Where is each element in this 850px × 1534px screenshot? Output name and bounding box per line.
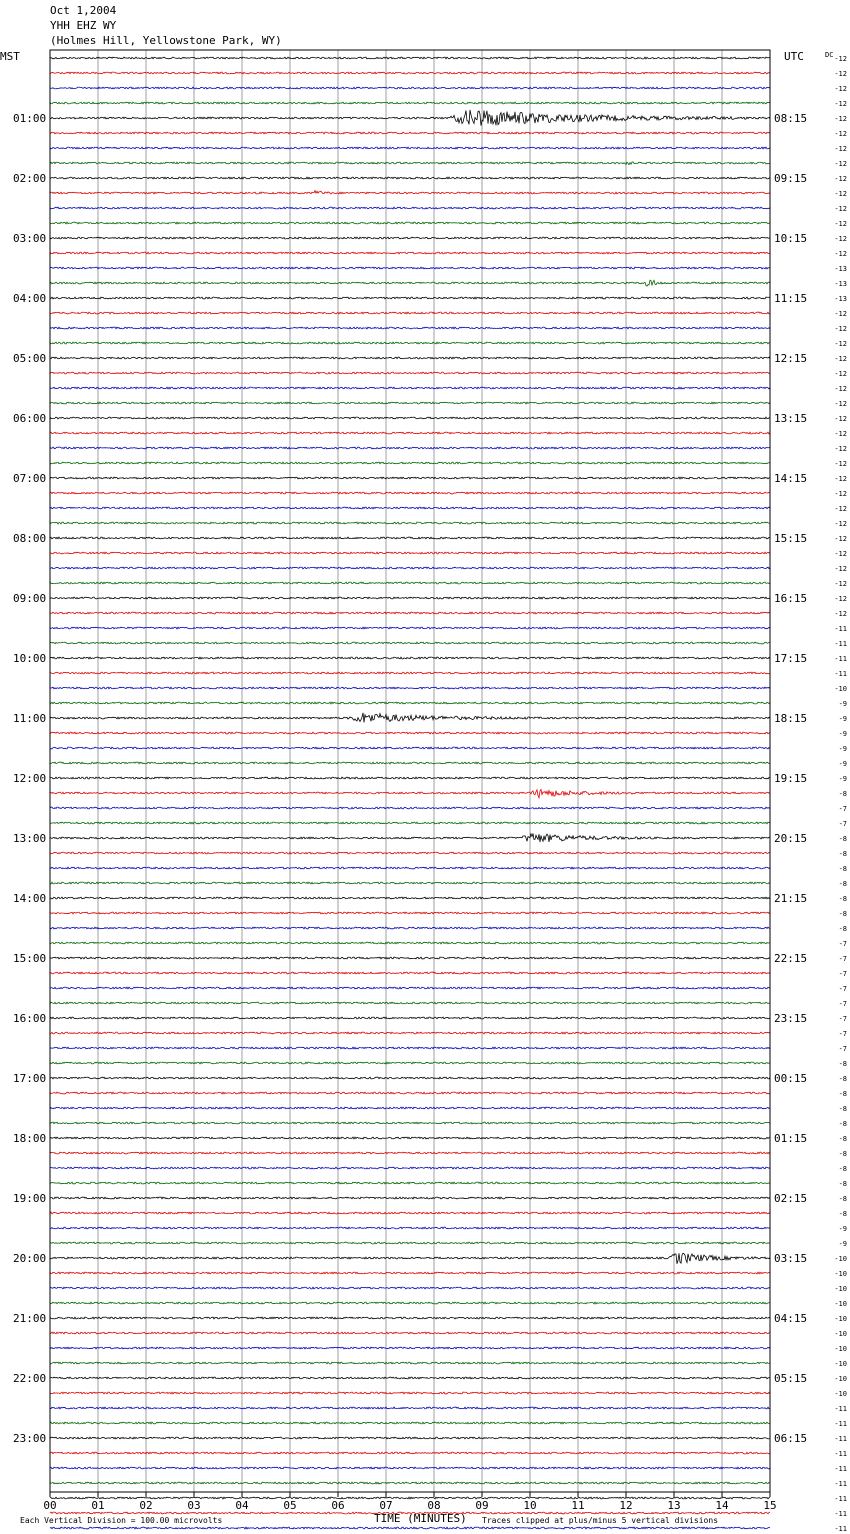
x-tick-label: 14 (715, 1499, 729, 1512)
dc-offset-label: -8 (838, 1210, 847, 1218)
dc-offset-label: -8 (838, 835, 847, 843)
dc-offset-label: -11 (834, 1480, 847, 1488)
seismic-trace (50, 297, 770, 299)
dc-offset-label: -12 (834, 85, 847, 93)
seismic-trace (50, 972, 770, 974)
dc-offset-label: -10 (834, 1270, 847, 1278)
mst-label: MST (0, 50, 20, 63)
dc-offset-label: -12 (834, 445, 847, 453)
dc-offset-label: -12 (834, 460, 847, 468)
dc-offset-label: -8 (838, 850, 847, 858)
clip-note: Traces clipped at plus/minus 5 vertical divisions (482, 1516, 719, 1525)
dc-offset-label: -8 (838, 1075, 847, 1083)
x-tick-label: 03 (187, 1499, 201, 1512)
utc-hour-label: 22:15 (774, 952, 808, 965)
seismic-trace (50, 537, 770, 539)
utc-hour-label: 15:15 (774, 532, 808, 545)
dc-offset-label: -11 (834, 1465, 847, 1473)
utc-hour-label: 13:15 (774, 412, 808, 425)
dc-offset-label: -8 (838, 1105, 847, 1113)
seismic-trace (50, 702, 770, 704)
seismic-trace (50, 1287, 770, 1289)
seismic-trace (50, 1092, 770, 1094)
utc-hour-label: 20:15 (774, 832, 808, 845)
dc-offset-label: -12 (834, 415, 847, 423)
seismic-trace (50, 627, 770, 629)
seismic-trace (50, 312, 770, 314)
seismic-trace (50, 762, 770, 764)
seismic-trace (50, 957, 770, 959)
dc-offset-label: -11 (834, 1525, 847, 1533)
mst-hour-label: 01:00 (13, 112, 47, 125)
seismic-trace (50, 747, 770, 749)
utc-hour-label: 02:15 (774, 1192, 808, 1205)
dc-offset-label: -11 (834, 625, 847, 633)
dc-offset-label: -11 (834, 640, 847, 648)
seismic-trace (50, 72, 770, 74)
mst-hour-label: 20:00 (13, 1252, 47, 1265)
seismic-trace (50, 402, 770, 404)
dc-offset-label: -7 (838, 820, 847, 828)
utc-hour-label: 03:15 (774, 1252, 808, 1265)
seismic-trace (50, 147, 770, 149)
utc-hour-label: 00:15 (774, 1072, 808, 1085)
seismic-trace (50, 1107, 770, 1109)
mst-hour-label: 06:00 (13, 412, 47, 425)
utc-label: UTC (784, 50, 804, 63)
x-tick-label: 09 (475, 1499, 489, 1512)
dc-offset-label: -12 (834, 400, 847, 408)
seismic-trace (50, 582, 770, 584)
dc-offset-label: -8 (838, 1165, 847, 1173)
seismic-trace (50, 1197, 770, 1199)
dc-offset-label: -8 (838, 1150, 847, 1158)
dc-offset-label: -9 (838, 715, 847, 723)
seismic-trace (50, 912, 770, 914)
dc-offset-label: -11 (834, 1405, 847, 1413)
seismic-trace (50, 882, 770, 884)
utc-hour-label: 23:15 (774, 1012, 808, 1025)
dc-offset-label: -12 (834, 340, 847, 348)
header-location: (Holmes Hill, Yellowstone Park, WY) (50, 34, 282, 47)
seismic-trace (50, 507, 770, 509)
seismic-trace (50, 57, 770, 59)
seismic-trace (50, 207, 770, 209)
mst-hour-label: 02:00 (13, 172, 47, 185)
seismic-trace (50, 387, 770, 389)
dc-offset-label: -12 (834, 505, 847, 513)
dc-offset-label: -11 (834, 670, 847, 678)
seismic-trace (50, 267, 770, 269)
dc-offset-label: -7 (838, 1030, 847, 1038)
x-tick-label: 08 (427, 1499, 441, 1512)
seismic-trace (50, 732, 770, 734)
seismic-trace (50, 252, 770, 254)
dc-offset-label: -12 (834, 550, 847, 558)
seismic-trace (50, 1122, 770, 1124)
seismic-trace (50, 342, 770, 344)
seismic-trace (50, 447, 770, 449)
seismic-trace (50, 552, 770, 554)
seismic-trace (50, 822, 770, 824)
x-tick-label: 15 (763, 1499, 777, 1512)
minute-grid (50, 50, 770, 1497)
dc-offset-label: -9 (838, 775, 847, 783)
dc-offset-label: -11 (834, 1495, 847, 1503)
mst-hour-label: 14:00 (13, 892, 47, 905)
seismic-trace (50, 1302, 770, 1304)
x-tick-label: 12 (619, 1499, 633, 1512)
seismic-trace (50, 777, 770, 779)
dc-offset-label: -11 (834, 1435, 847, 1443)
x-tick-label: 07 (379, 1499, 393, 1512)
scale-note: Each Vertical Division = 100.00 microvolts (20, 1516, 223, 1525)
dc-offset-label: -13 (834, 265, 847, 273)
dc-offset-label: -11 (834, 1420, 847, 1428)
dc-offset-label: -9 (838, 730, 847, 738)
seismic-trace (50, 1253, 770, 1264)
mst-hour-label: 10:00 (13, 652, 47, 665)
seismic-trace (50, 790, 770, 798)
mst-hour-label: 11:00 (13, 712, 47, 725)
mst-hour-label: 19:00 (13, 1192, 47, 1205)
x-tick-label: 00 (43, 1499, 57, 1512)
mst-hour-label: 09:00 (13, 592, 47, 605)
seismic-trace (50, 1452, 770, 1454)
utc-hour-label: 10:15 (774, 232, 808, 245)
utc-hour-label: 06:15 (774, 1432, 808, 1445)
seismic-trace (50, 642, 770, 644)
dc-offset-label: -12 (834, 595, 847, 603)
seismic-trace (50, 1482, 770, 1484)
seismic-trace (50, 713, 770, 723)
utc-hour-label: 04:15 (774, 1312, 808, 1325)
seismic-trace (50, 567, 770, 569)
utc-hour-label: 18:15 (774, 712, 808, 725)
seismic-trace (50, 280, 770, 286)
seismic-trace (50, 522, 770, 524)
dc-offset-label: -12 (834, 565, 847, 573)
mst-hour-label: 22:00 (13, 1372, 47, 1385)
seismic-trace (50, 477, 770, 479)
dc-offset-label: -8 (838, 1195, 847, 1203)
x-tick-label: 05 (283, 1499, 297, 1512)
mst-hour-label: 07:00 (13, 472, 47, 485)
dc-offset-label: -11 (834, 1450, 847, 1458)
seismic-trace (50, 492, 770, 494)
utc-hour-label: 12:15 (774, 352, 808, 365)
dc-offset-label: -10 (834, 1315, 847, 1323)
seismic-trace (50, 1347, 770, 1349)
dc-offset-label: -10 (834, 1360, 847, 1368)
seismic-trace (50, 162, 770, 165)
dc-offset-label: -8 (838, 1120, 847, 1128)
seismic-trace (50, 687, 770, 689)
dc-offset-label: -12 (834, 130, 847, 138)
seismic-trace (50, 927, 770, 929)
dc-offset-label: -7 (838, 1045, 847, 1053)
seismic-trace (50, 372, 770, 374)
seismic-trace (50, 1242, 770, 1244)
dc-offset-label: -9 (838, 760, 847, 768)
mst-hour-label: 05:00 (13, 352, 47, 365)
header-station: YHH EHZ WY (50, 19, 117, 32)
dc-offset-label: -12 (834, 430, 847, 438)
seismic-trace (50, 867, 770, 869)
dc-offset-label: -7 (838, 1015, 847, 1023)
utc-hour-label: 21:15 (774, 892, 808, 905)
dc-offset-label: -8 (838, 910, 847, 918)
dc-offset-label: -12 (834, 475, 847, 483)
seismic-trace (50, 1212, 770, 1214)
seismic-trace (50, 1167, 770, 1169)
dc-offset-label: -10 (834, 1375, 847, 1383)
x-tick-label: 04 (235, 1499, 249, 1512)
utc-hour-label: 01:15 (774, 1132, 808, 1145)
seismic-trace (50, 807, 770, 809)
mst-hour-label: 13:00 (13, 832, 47, 845)
dc-offset-label: -12 (834, 580, 847, 588)
dc-offset-label: -12 (834, 115, 847, 123)
dc-offset-label: -7 (838, 1000, 847, 1008)
dc-offset-label: -7 (838, 805, 847, 813)
x-tick-label: 01 (91, 1499, 105, 1512)
header-date: Oct 1,2004 (50, 4, 117, 17)
dc-offset-label: -11 (834, 1510, 847, 1518)
mst-hour-label: 21:00 (13, 1312, 47, 1325)
dc-offset-label: -9 (838, 745, 847, 753)
x-tick-label: 13 (667, 1499, 681, 1512)
seismic-trace (50, 612, 770, 614)
x-tick-label: 10 (523, 1499, 537, 1512)
utc-hour-label: 11:15 (774, 292, 808, 305)
dc-offset-label: -8 (838, 880, 847, 888)
dc-offset-label: -10 (834, 1285, 847, 1293)
dc-offset-label: -12 (834, 70, 847, 78)
dc-offset-label: -12 (834, 220, 847, 228)
dc-offset-label: -10 (834, 1345, 847, 1353)
seismic-trace (50, 1272, 770, 1274)
seismic-trace (50, 462, 770, 464)
trace-rows (50, 57, 770, 1534)
dc-offset-label: -10 (834, 685, 847, 693)
seismic-trace (50, 191, 770, 194)
mst-hour-label: 03:00 (13, 232, 47, 245)
seismic-trace (50, 417, 770, 419)
seismic-trace (50, 852, 770, 854)
dc-offset-label: -10 (834, 1330, 847, 1338)
seismic-trace (50, 597, 770, 599)
dc-offset-label: -12 (834, 235, 847, 243)
dc-offset-label: -12 (834, 610, 847, 618)
mst-hour-label: 04:00 (13, 292, 47, 305)
seismic-trace (50, 1437, 770, 1439)
seismic-trace (50, 327, 770, 329)
dc-offset-label: -8 (838, 865, 847, 873)
mst-hour-label: 16:00 (13, 1012, 47, 1025)
seismic-trace (50, 1317, 770, 1319)
dc-offset-label: -12 (834, 55, 847, 63)
x-tick-label: 06 (331, 1499, 345, 1512)
seismic-trace (50, 357, 770, 359)
seismic-trace (50, 1332, 770, 1334)
seismic-trace (50, 1152, 770, 1154)
utc-hour-label: 16:15 (774, 592, 808, 605)
seismic-trace (50, 237, 770, 239)
seismic-trace (50, 1422, 770, 1424)
seismic-trace (50, 1032, 770, 1034)
dc-offset-label: -9 (838, 700, 847, 708)
seismic-trace (50, 897, 770, 899)
dc-offset-label: -12 (834, 190, 847, 198)
dc-offset-label: -12 (834, 160, 847, 168)
mst-hour-label: 18:00 (13, 1132, 47, 1145)
seismic-trace (50, 1002, 770, 1004)
x-tick-label: 11 (571, 1499, 585, 1512)
dc-offset-label: -7 (838, 955, 847, 963)
dc-offset-label: -8 (838, 1135, 847, 1143)
seismic-trace (50, 1497, 770, 1499)
seismic-trace (50, 177, 770, 179)
dc-label: DC (825, 51, 834, 59)
seismic-trace (50, 1077, 770, 1079)
seismic-trace (50, 222, 770, 224)
mst-hour-label: 12:00 (13, 772, 47, 785)
utc-hour-label: 08:15 (774, 112, 808, 125)
dc-offset-label: -7 (838, 985, 847, 993)
seismic-trace (50, 1047, 770, 1049)
seismic-trace (50, 1377, 770, 1379)
utc-hour-label: 14:15 (774, 472, 808, 485)
seismic-trace (50, 1527, 770, 1529)
mst-hour-label: 17:00 (13, 1072, 47, 1085)
dc-offset-label: -12 (834, 385, 847, 393)
dc-offset-label: -12 (834, 325, 847, 333)
seismic-trace (50, 432, 770, 434)
seismic-trace (50, 102, 770, 104)
dc-offset-label: -9 (838, 1225, 847, 1233)
dc-offset-label: -12 (834, 490, 847, 498)
seismic-trace (50, 1362, 770, 1364)
dc-offset-label: -12 (834, 310, 847, 318)
dc-offset-label: -7 (838, 940, 847, 948)
dc-offset-label: -8 (838, 1060, 847, 1068)
dc-offset-label: -12 (834, 145, 847, 153)
plot-frame (50, 50, 770, 1492)
dc-offset-label: -8 (838, 1090, 847, 1098)
x-tick-label: 02 (139, 1499, 153, 1512)
dc-offset-label: -7 (838, 970, 847, 978)
dc-offset-label: -13 (834, 295, 847, 303)
mst-hour-label: 23:00 (13, 1432, 47, 1445)
seismic-trace (50, 132, 770, 134)
seismic-trace (50, 657, 770, 659)
seismic-trace (50, 1062, 770, 1064)
seismic-trace (50, 110, 770, 126)
utc-hour-label: 19:15 (774, 772, 808, 785)
dc-offset-label: -11 (834, 655, 847, 663)
dc-offset-label: -8 (838, 925, 847, 933)
utc-hour-label: 17:15 (774, 652, 808, 665)
dc-offset-label: -8 (838, 1180, 847, 1188)
dc-offset-label: -12 (834, 100, 847, 108)
dc-offset-label: -9 (838, 1240, 847, 1248)
dc-offset-label: -8 (838, 790, 847, 798)
seismic-trace (50, 87, 770, 89)
dc-offset-label: -8 (838, 895, 847, 903)
seismic-trace (50, 1227, 770, 1229)
x-axis-title: TIME (MINUTES) (374, 1512, 467, 1525)
utc-hour-label: 09:15 (774, 172, 808, 185)
dc-offset-label: -12 (834, 205, 847, 213)
seismic-trace (50, 987, 770, 989)
seismic-trace (50, 1137, 770, 1139)
dc-offset-label: -12 (834, 370, 847, 378)
seismic-trace (50, 942, 770, 944)
utc-hour-label: 05:15 (774, 1372, 808, 1385)
seismic-trace (50, 1182, 770, 1184)
dc-offset-label: -12 (834, 520, 847, 528)
seismic-trace (50, 1407, 770, 1409)
dc-offset-label: -12 (834, 175, 847, 183)
dc-offset-label: -12 (834, 355, 847, 363)
mst-hour-label: 08:00 (13, 532, 47, 545)
mst-hour-label: 15:00 (13, 952, 47, 965)
dc-offset-label: -10 (834, 1255, 847, 1263)
dc-offset-label: -12 (834, 250, 847, 258)
dc-offset-label: -10 (834, 1300, 847, 1308)
seismic-trace (50, 1392, 770, 1394)
seismic-trace (50, 1017, 770, 1019)
dc-offset-label: -13 (834, 280, 847, 288)
dc-offset-label: -12 (834, 535, 847, 543)
dc-offset-label: -10 (834, 1390, 847, 1398)
seismic-trace (50, 833, 770, 842)
seismic-trace (50, 1467, 770, 1469)
seismic-trace (50, 672, 770, 674)
